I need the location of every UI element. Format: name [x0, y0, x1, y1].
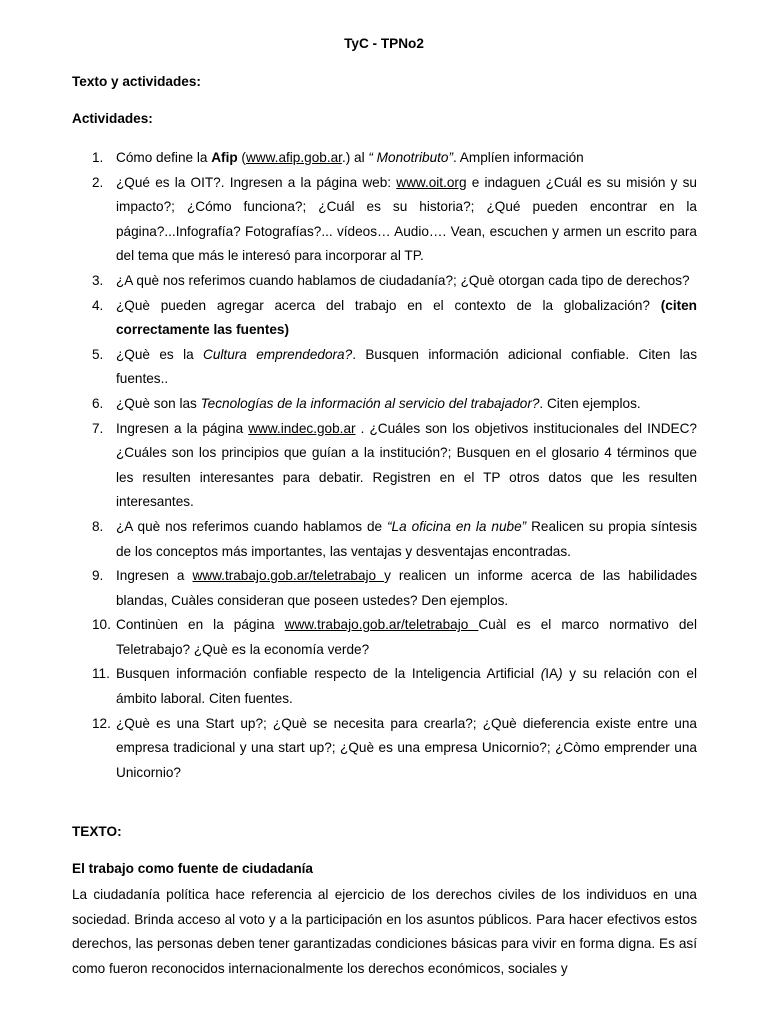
activity-text: ¿Què es una Start up?; ¿Què se necesita para crearla?; ¿Què dieferencia existe entre una empresa tradicional y una start up?; ¿Què es una empresa Unicornio?; ¿Còmo emprender una Unicornio?: [116, 715, 697, 780]
activity-text: . Amplíen información: [453, 150, 584, 165]
url-link[interactable]: www.indec.gob.ar: [248, 420, 356, 436]
bold-text: Afip: [211, 150, 238, 165]
activity-text: ¿Què es la: [116, 346, 204, 362]
activity-item: [72, 171, 697, 269]
bold-text: (citen correctamente las fuentes): [116, 297, 697, 338]
activity-number: 1.: [92, 150, 104, 165]
heading-actividades: Actividades:: [72, 111, 153, 126]
activity-text: Cómo define la: [116, 150, 212, 165]
activity-number: 7.: [92, 420, 104, 436]
activity-number: 11.: [92, 666, 110, 682]
url-link[interactable]: www.oit.org: [396, 174, 467, 190]
activity-item: [72, 515, 697, 564]
activity-text: Busquen información confiable respecto de la Inteligencia Artificial: [116, 666, 541, 682]
activity-number: 8.: [92, 518, 104, 534]
body-paragraph: La ciudadanía política hace referencia al ejercicio de los derechos civiles de los individuos en una sociedad. Brinda acceso al voto y a la participación en los asuntos públicos. Para hacer efectivos estos derechos, las personas deben tener garantizadas condiciones básicas para vivir en forma digna. Es así como fueron reconocidos internacionalmente los derechos económicos, sociales y: [72, 887, 697, 976]
activity-item: [72, 712, 697, 786]
heading-texto: TEXTO:: [72, 824, 122, 839]
activity-number: 2.: [92, 174, 104, 190]
activity-number: 5.: [92, 346, 104, 362]
italic-text: (: [540, 666, 546, 682]
activity-text: (: [237, 150, 246, 165]
activity-text: ¿Què son las: [116, 395, 201, 411]
activity-number: 3.: [92, 272, 104, 288]
activities-list: [72, 146, 697, 785]
activity-text: . Citen ejemplos.: [539, 395, 641, 411]
activity-text: y su relación con el ámbito laboral. Citen fuentes.: [116, 666, 698, 707]
activity-text: . Busquen información adicional confiable. Citen las fuentes..: [116, 346, 698, 387]
activity-number: 12.: [92, 715, 111, 731]
activity-text: Realicen su propia síntesis de los conceptos más importantes, las ventajas y desventajas encontradas.: [116, 518, 697, 559]
activity-text: . ¿Cuáles son los objetivos institucionales del INDEC? ¿Cuáles son los principios que guían a la institución?; Busquen en el glosario 4 términos que les resulten interesantes para debatir. Registren en el TP otros datos que les resulten interesantes.: [116, 420, 697, 510]
url-link[interactable]: www.afip.gob.ar: [245, 150, 342, 165]
section-subheading: El trabajo como fuente de ciudadanía: [72, 861, 313, 876]
activity-item: [72, 269, 697, 294]
activity-item: [72, 146, 697, 171]
activity-text: e indaguen ¿Cuál es su misión y su impacto?; ¿Cómo funciona?; ¿Cuál es su historia?; ¿Qué pueden encontrar en la página?...Infografía? Fotografías?... vídeos… Audio…. Vean, escuchen y armen un escrito para del tema que más le interesó para incorporar al TP.: [116, 174, 697, 264]
activity-text: ¿A què nos referimos cuando hablamos de: [116, 518, 388, 534]
italic-text: “La oficina en la nube”: [387, 518, 527, 534]
activity-text: Ingresen a: [116, 568, 193, 584]
activity-number: 6.: [92, 395, 104, 411]
activity-text: Continùen en la página: [116, 617, 285, 633]
url-link[interactable]: www.trabajo.gob.ar/teletrabajo: [284, 617, 479, 633]
activity-number: 10.: [92, 617, 111, 633]
italic-text: Tecnologías de la información al servicio del trabajador?: [200, 395, 540, 411]
activity-text: ¿Qué es la OIT?. Ingresen a la página web:: [116, 174, 397, 190]
activity-item: [72, 343, 697, 392]
activity-item: [72, 392, 697, 417]
activity-item: [72, 662, 697, 711]
activity-item: [72, 294, 697, 343]
activity-text: IA: [545, 666, 559, 682]
activity-text: ¿A què nos referimos cuando hablamos de ciudadanía?; ¿Què otorgan cada tipo de derechos?: [116, 272, 690, 288]
activity-item: [72, 613, 697, 662]
url-link[interactable]: www.trabajo.gob.ar/teletrabajo: [192, 568, 385, 584]
activity-text: Cuàl es el marco normativo del Teletrabajo? ¿Què es la economía verde?: [116, 617, 698, 657]
activity-text: Ingresen a la página: [116, 420, 249, 436]
italic-text: ): [558, 666, 563, 682]
activity-item: [72, 564, 697, 613]
italic-text: Cultura emprendedora?: [203, 346, 353, 362]
activity-text: .) al: [341, 150, 369, 165]
document-title: TyC - TPNo2: [344, 36, 424, 51]
heading-texto-y-actividades: Texto y actividades:: [72, 74, 201, 89]
activity-number: 4.: [92, 297, 104, 313]
activity-number: 9.: [92, 568, 104, 584]
activity-text: ¿Què pueden agregar acerca del trabajo en el contexto de la globalización?: [116, 297, 661, 313]
activity-item: [72, 417, 697, 515]
activity-text: y realicen un informe acerca de las habilidades blandas, Cuàles consideran que poseen ustedes? Den ejemplos.: [116, 568, 698, 608]
italic-text: “ Monotributo”: [368, 150, 453, 165]
